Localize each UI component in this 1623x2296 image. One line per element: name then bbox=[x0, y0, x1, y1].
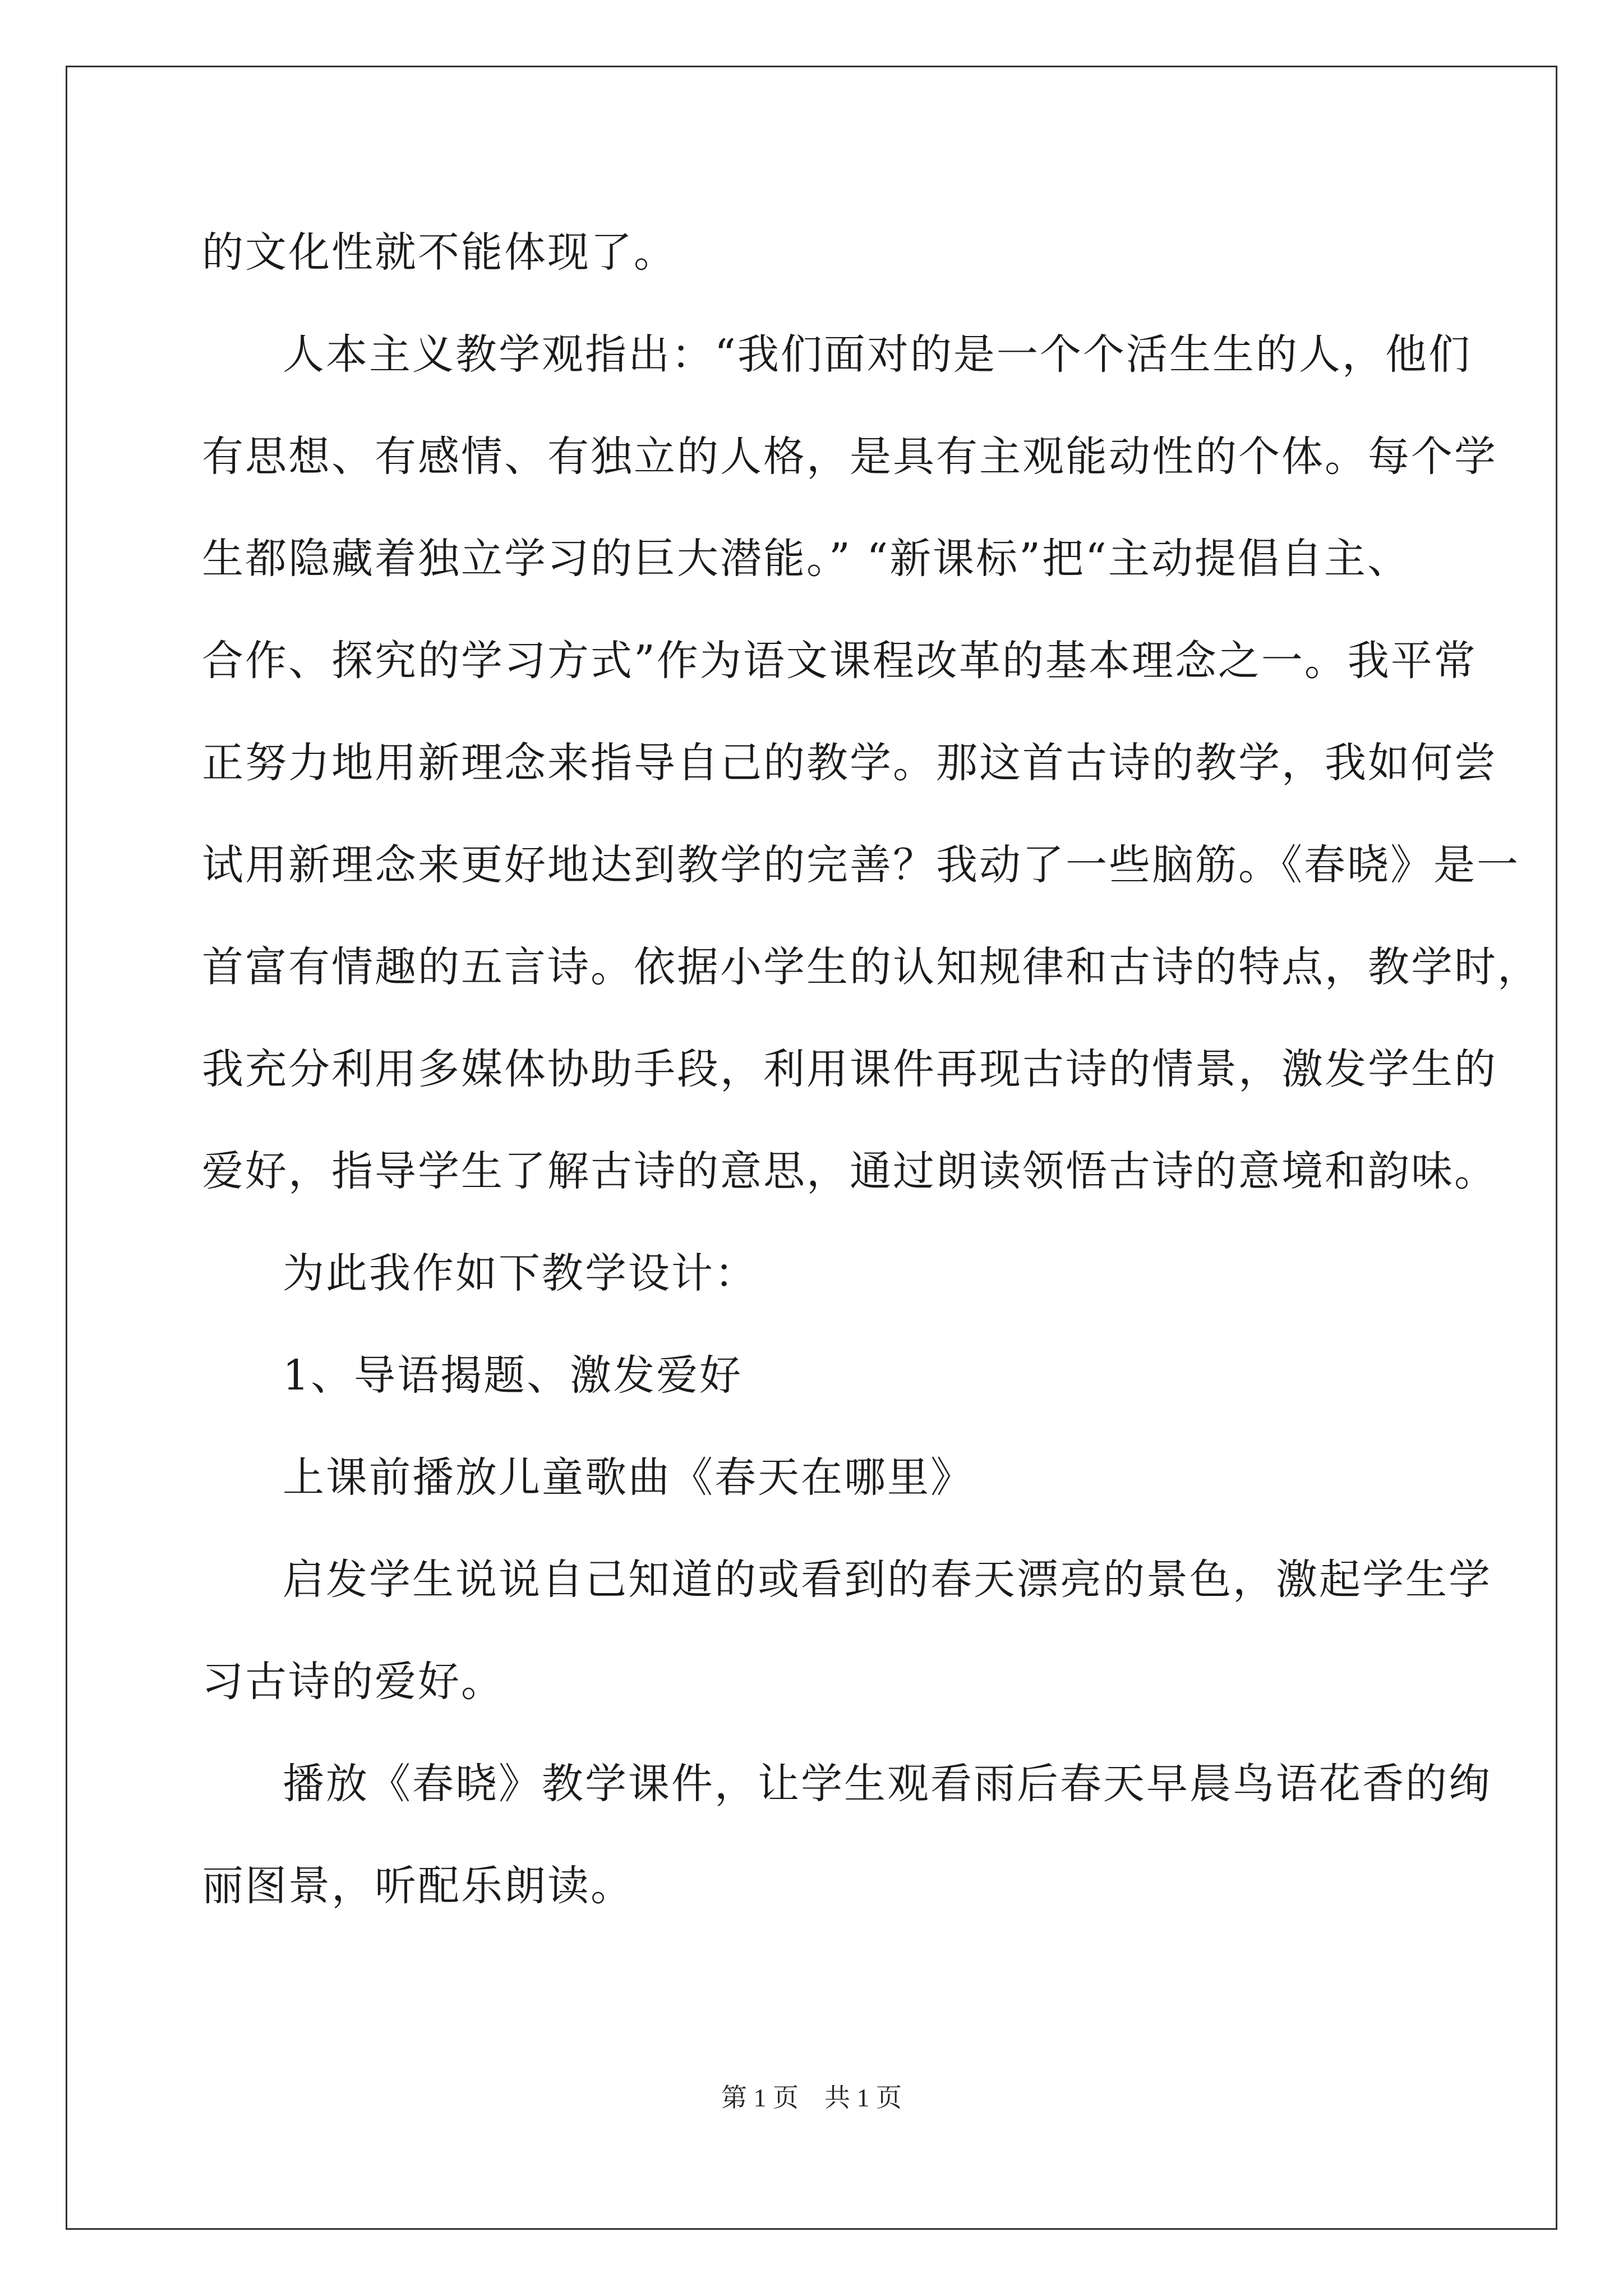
paragraph-line: 首富有情趣的五言诗。依据小学生的认知规律和古诗的特点，教学时， bbox=[202, 943, 1541, 991]
paragraph-line: 的文化性就不能体现了。 bbox=[202, 228, 677, 277]
paragraph-line: 合作、探究的学习方式”作为语文课程改革的基本理念之一。我平常 bbox=[202, 637, 1477, 685]
paragraph-line: 试用新理念来更好地达到教学的完善？我动了一些脑筋。《春晓》是一 bbox=[202, 841, 1520, 889]
paragraph-line: 爱好，指导学生了解古诗的意思，通过朗读领悟古诗的意境和韵味。 bbox=[202, 1147, 1497, 1195]
paragraph-line: 播放《春晓》教学课件，让学生观看雨后春天早晨鸟语花香的绚 bbox=[283, 1760, 1492, 1808]
paragraph-line: 正努力地用新理念来指导自己的教学。那这首古诗的教学，我如何尝 bbox=[202, 739, 1497, 787]
paragraph-line: 为此我作如下教学设计： bbox=[283, 1249, 758, 1297]
paragraph-line: 启发学生说说自己知道的或看到的春天漂亮的景色，激起学生学 bbox=[283, 1556, 1492, 1604]
paragraph-line: 丽图景，听配乐朗读。 bbox=[202, 1862, 634, 1910]
paragraph-line: 我充分利用多媒体协助手段，利用课件再现古诗的情景，激发学生的 bbox=[202, 1045, 1497, 1093]
paragraph-line: 生都隐藏着独立学习的巨大潜能。” “新课标”把“主动提倡自主、 bbox=[202, 535, 1410, 583]
page-number-footer: 第 1 页 共 1 页 bbox=[721, 2083, 902, 2112]
paragraph-line: 人本主义教学观指出：“我们面对的是一个个活生生的人，他们 bbox=[283, 330, 1472, 379]
section-heading: 1、导语揭题、激发爱好 bbox=[283, 1351, 743, 1400]
paragraph-line: 习古诗的爱好。 bbox=[202, 1658, 504, 1706]
paragraph-line: 上课前播放儿童歌曲《春天在哪里》 bbox=[283, 1453, 974, 1502]
paragraph-line: 有思想、有感情、有独立的人格，是具有主观能动性的个体。每个学 bbox=[202, 432, 1497, 481]
